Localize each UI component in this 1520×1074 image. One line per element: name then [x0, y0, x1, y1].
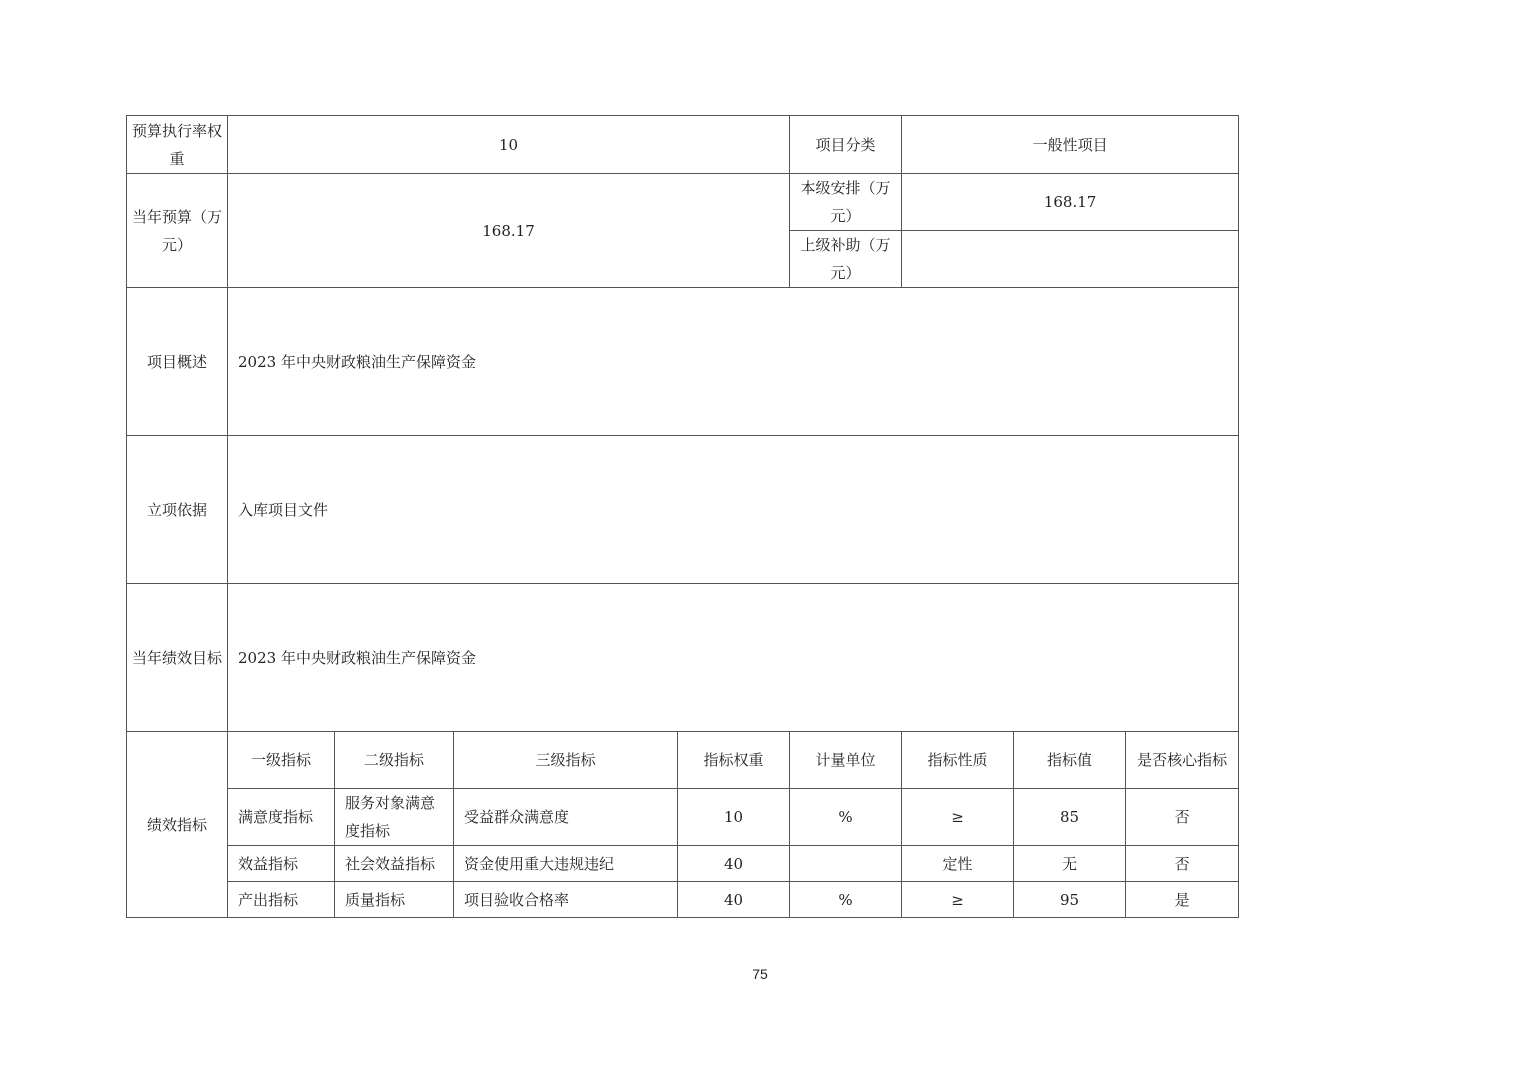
goal-row [127, 584, 1239, 732]
indicator-level1: 产出指标 [228, 882, 335, 918]
indicator-unit [790, 846, 902, 882]
goal-label: 当年绩效目标 [127, 584, 228, 732]
indicator-core: 否 [1126, 789, 1239, 846]
indicator-weight: 40 [678, 882, 790, 918]
category-label: 项目分类 [790, 116, 902, 174]
weight-row [127, 116, 1239, 174]
indicator-nature: ≥ [902, 882, 1014, 918]
overview-label: 项目概述 [127, 288, 228, 436]
weight-label: 预算执行率权重 [127, 116, 228, 174]
indicator-level2: 社会效益指标 [335, 846, 454, 882]
indicator-core: 是 [1126, 882, 1239, 918]
budget-row-local [127, 174, 1239, 231]
table-row [127, 882, 1239, 918]
indicator-level1: 满意度指标 [228, 789, 335, 846]
indicator-value: 85 [1014, 789, 1126, 846]
category-value: 一般性项目 [902, 116, 1239, 174]
project-performance-table [126, 115, 1239, 918]
header-unit: 计量单位 [790, 732, 902, 789]
upper-subsidy-label: 上级补助（万元） [790, 231, 902, 288]
budget-total: 168.17 [228, 174, 790, 288]
indicator-weight: 10 [678, 789, 790, 846]
indicator-unit: % [790, 882, 902, 918]
indicator-core: 否 [1126, 846, 1239, 882]
header-nature: 指标性质 [902, 732, 1014, 789]
overview-value: 2023 年中央财政粮油生产保障资金 [228, 288, 1239, 436]
basis-label: 立项依据 [127, 436, 228, 584]
header-weight: 指标权重 [678, 732, 790, 789]
indicator-header-row [127, 732, 1239, 789]
header-level2: 二级指标 [335, 732, 454, 789]
indicator-value: 无 [1014, 846, 1126, 882]
upper-subsidy-value [902, 231, 1239, 288]
indicator-level3: 项目验收合格率 [454, 882, 678, 918]
table-row [127, 846, 1239, 882]
basis-value: 入库项目文件 [228, 436, 1239, 584]
weight-value: 10 [228, 116, 790, 174]
indicator-weight: 40 [678, 846, 790, 882]
page-number: 75 [752, 966, 768, 982]
header-level1: 一级指标 [228, 732, 335, 789]
indicator-level1: 效益指标 [228, 846, 335, 882]
indicator-level3: 资金使用重大违规违纪 [454, 846, 678, 882]
indicators-label: 绩效指标 [127, 732, 228, 918]
header-value: 指标值 [1014, 732, 1126, 789]
budget-label: 当年预算（万元） [127, 174, 228, 288]
goal-value: 2023 年中央财政粮油生产保障资金 [228, 584, 1239, 732]
indicator-nature: ≥ [902, 789, 1014, 846]
basis-row [127, 436, 1239, 584]
indicator-value: 95 [1014, 882, 1126, 918]
local-budget-label: 本级安排（万元） [790, 174, 902, 231]
local-budget-value: 168.17 [902, 174, 1239, 231]
indicator-level2: 质量指标 [335, 882, 454, 918]
header-core: 是否核心指标 [1126, 732, 1239, 789]
indicator-level3: 受益群众满意度 [454, 789, 678, 846]
indicator-nature: 定性 [902, 846, 1014, 882]
header-level3: 三级指标 [454, 732, 678, 789]
table-row [127, 789, 1239, 846]
indicator-unit: % [790, 789, 902, 846]
overview-row [127, 288, 1239, 436]
indicator-level2: 服务对象满意度指标 [335, 789, 454, 846]
